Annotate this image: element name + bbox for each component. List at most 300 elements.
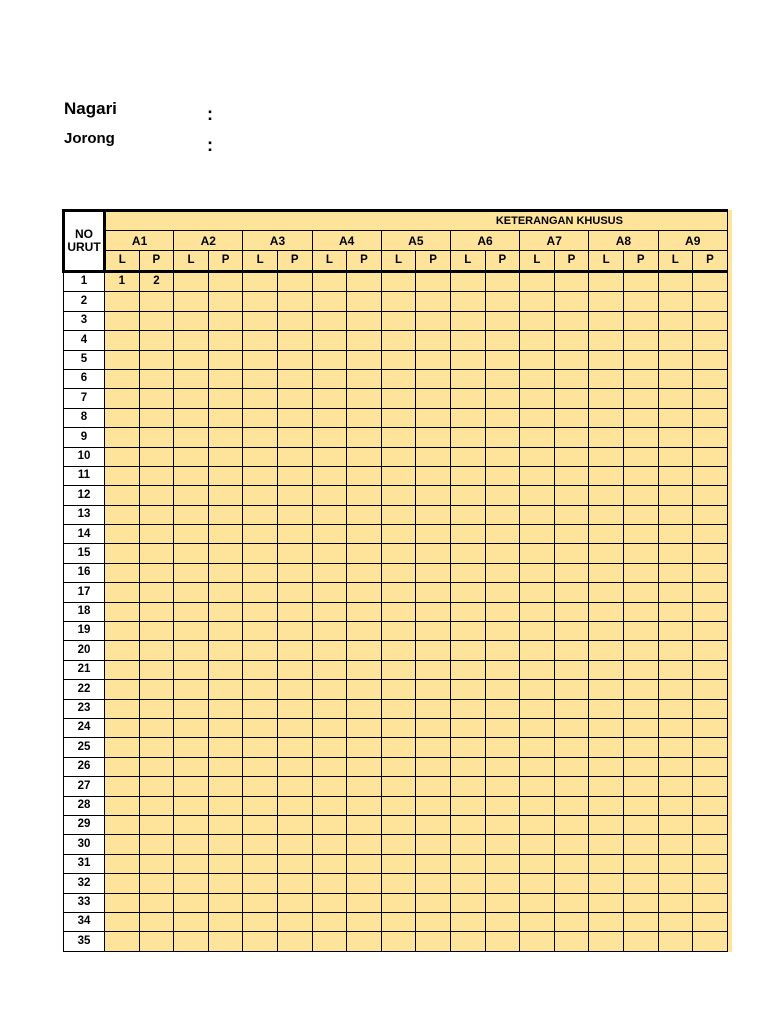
data-cell[interactable] (105, 505, 140, 524)
data-cell[interactable] (105, 893, 140, 912)
data-cell[interactable] (277, 428, 312, 447)
data-cell[interactable] (381, 796, 416, 815)
data-cell[interactable] (520, 622, 555, 641)
data-cell[interactable] (312, 835, 347, 854)
data-cell[interactable] (658, 660, 693, 679)
data-cell[interactable] (381, 622, 416, 641)
data-cell[interactable] (520, 272, 555, 292)
data-cell[interactable] (174, 854, 209, 873)
data-cell[interactable] (693, 525, 728, 544)
data-cell[interactable] (105, 912, 140, 931)
data-cell[interactable] (485, 660, 520, 679)
data-cell[interactable] (450, 796, 485, 815)
data-cell[interactable] (139, 331, 174, 350)
data-cell[interactable] (693, 428, 728, 447)
data-cell[interactable] (658, 486, 693, 505)
data-cell[interactable] (243, 932, 278, 951)
data-cell[interactable] (520, 815, 555, 834)
data-cell[interactable] (693, 893, 728, 912)
data-cell[interactable] (312, 369, 347, 388)
data-cell[interactable] (450, 893, 485, 912)
data-cell[interactable] (554, 854, 589, 873)
data-cell[interactable] (416, 874, 451, 893)
data-cell[interactable] (623, 622, 658, 641)
data-cell[interactable] (450, 757, 485, 776)
data-cell[interactable] (554, 738, 589, 757)
data-cell[interactable] (450, 408, 485, 427)
data-cell[interactable]: 2 (139, 272, 174, 292)
data-cell[interactable] (658, 738, 693, 757)
data-cell[interactable] (554, 272, 589, 292)
data-cell[interactable] (623, 757, 658, 776)
data-cell[interactable] (139, 408, 174, 427)
data-cell[interactable] (312, 428, 347, 447)
data-cell[interactable] (243, 777, 278, 796)
data-cell[interactable] (589, 311, 624, 330)
data-cell[interactable] (693, 641, 728, 660)
data-cell[interactable] (312, 757, 347, 776)
data-cell[interactable] (139, 854, 174, 873)
data-cell[interactable] (312, 641, 347, 660)
data-cell[interactable] (693, 777, 728, 796)
data-cell[interactable] (520, 738, 555, 757)
data-cell[interactable] (554, 389, 589, 408)
data-cell[interactable] (589, 757, 624, 776)
data-cell[interactable] (693, 932, 728, 951)
data-cell[interactable] (174, 796, 209, 815)
data-cell[interactable] (277, 272, 312, 292)
data-cell[interactable] (105, 699, 140, 718)
data-cell[interactable] (658, 912, 693, 931)
data-cell[interactable] (105, 680, 140, 699)
data-cell[interactable] (381, 563, 416, 582)
data-cell[interactable] (105, 777, 140, 796)
data-cell[interactable] (277, 738, 312, 757)
data-cell[interactable] (693, 272, 728, 292)
data-cell[interactable] (520, 718, 555, 737)
data-cell[interactable] (243, 622, 278, 641)
data-cell[interactable] (485, 641, 520, 660)
data-cell[interactable] (520, 796, 555, 815)
data-cell[interactable] (554, 641, 589, 660)
data-cell[interactable] (416, 835, 451, 854)
data-cell[interactable] (520, 583, 555, 602)
data-cell[interactable] (589, 505, 624, 524)
data-cell[interactable] (105, 796, 140, 815)
data-cell[interactable] (139, 777, 174, 796)
data-cell[interactable] (277, 563, 312, 582)
data-cell[interactable] (139, 292, 174, 311)
data-cell[interactable] (450, 447, 485, 466)
data-cell[interactable] (554, 777, 589, 796)
data-cell[interactable] (589, 835, 624, 854)
data-cell[interactable] (554, 331, 589, 350)
data-cell[interactable] (589, 408, 624, 427)
data-cell[interactable] (450, 932, 485, 951)
data-cell[interactable] (208, 680, 243, 699)
data-cell[interactable] (485, 583, 520, 602)
data-cell[interactable] (381, 874, 416, 893)
data-cell[interactable] (381, 641, 416, 660)
data-cell[interactable] (381, 602, 416, 621)
data-cell[interactable] (693, 350, 728, 369)
data-cell[interactable] (623, 525, 658, 544)
data-cell[interactable] (381, 835, 416, 854)
data-cell[interactable] (658, 796, 693, 815)
data-cell[interactable] (693, 505, 728, 524)
data-cell[interactable] (693, 854, 728, 873)
data-cell[interactable] (347, 486, 382, 505)
data-cell[interactable] (658, 544, 693, 563)
data-cell[interactable] (105, 292, 140, 311)
data-cell[interactable] (208, 893, 243, 912)
data-cell[interactable] (658, 835, 693, 854)
data-cell[interactable] (312, 777, 347, 796)
data-cell[interactable] (416, 680, 451, 699)
data-cell[interactable] (105, 428, 140, 447)
data-cell[interactable] (658, 932, 693, 951)
data-cell[interactable] (623, 408, 658, 427)
data-cell[interactable] (554, 544, 589, 563)
data-cell[interactable] (174, 874, 209, 893)
data-cell[interactable] (208, 835, 243, 854)
data-cell[interactable] (693, 622, 728, 641)
data-cell[interactable] (589, 350, 624, 369)
data-cell[interactable] (174, 389, 209, 408)
data-cell[interactable] (381, 428, 416, 447)
data-cell[interactable] (243, 525, 278, 544)
data-cell[interactable] (174, 350, 209, 369)
data-cell[interactable] (589, 699, 624, 718)
data-cell[interactable] (277, 311, 312, 330)
data-cell[interactable] (347, 408, 382, 427)
data-cell[interactable] (450, 331, 485, 350)
data-cell[interactable] (347, 932, 382, 951)
data-cell[interactable] (589, 292, 624, 311)
data-cell[interactable] (139, 311, 174, 330)
data-cell[interactable] (485, 292, 520, 311)
data-cell[interactable] (139, 641, 174, 660)
data-cell[interactable] (208, 389, 243, 408)
data-cell[interactable] (347, 331, 382, 350)
data-cell[interactable] (347, 389, 382, 408)
data-cell[interactable] (277, 525, 312, 544)
data-cell[interactable] (277, 912, 312, 931)
data-cell[interactable] (416, 486, 451, 505)
data-cell[interactable] (658, 874, 693, 893)
data-cell[interactable] (347, 350, 382, 369)
data-cell[interactable] (381, 738, 416, 757)
data-cell[interactable] (693, 912, 728, 931)
data-cell[interactable] (312, 505, 347, 524)
data-cell[interactable] (554, 912, 589, 931)
data-cell[interactable] (381, 815, 416, 834)
data-cell[interactable] (658, 757, 693, 776)
data-cell[interactable] (416, 854, 451, 873)
data-cell[interactable] (243, 466, 278, 485)
data-cell[interactable] (589, 622, 624, 641)
data-cell[interactable] (520, 680, 555, 699)
data-cell[interactable] (347, 428, 382, 447)
data-cell[interactable] (208, 369, 243, 388)
data-cell[interactable] (416, 369, 451, 388)
data-cell[interactable] (174, 583, 209, 602)
data-cell[interactable] (347, 602, 382, 621)
data-cell[interactable] (554, 622, 589, 641)
data-cell[interactable] (485, 777, 520, 796)
data-cell[interactable] (277, 835, 312, 854)
data-cell[interactable] (416, 738, 451, 757)
data-cell[interactable] (139, 718, 174, 737)
data-cell[interactable] (693, 583, 728, 602)
data-cell[interactable] (485, 815, 520, 834)
data-cell[interactable] (416, 602, 451, 621)
data-cell[interactable] (347, 796, 382, 815)
data-cell[interactable] (139, 699, 174, 718)
data-cell[interactable] (174, 466, 209, 485)
data-cell[interactable] (105, 389, 140, 408)
data-cell[interactable] (243, 641, 278, 660)
data-cell[interactable] (381, 777, 416, 796)
data-cell[interactable] (520, 331, 555, 350)
data-cell[interactable] (416, 777, 451, 796)
data-cell[interactable] (243, 757, 278, 776)
data-cell[interactable] (312, 311, 347, 330)
data-cell[interactable] (312, 699, 347, 718)
data-cell[interactable] (312, 525, 347, 544)
data-cell[interactable] (277, 292, 312, 311)
data-cell[interactable] (520, 505, 555, 524)
data-cell[interactable] (485, 389, 520, 408)
data-cell[interactable] (589, 466, 624, 485)
data-cell[interactable] (520, 525, 555, 544)
data-cell[interactable] (139, 525, 174, 544)
data-cell[interactable] (105, 486, 140, 505)
data-cell[interactable] (208, 777, 243, 796)
data-cell[interactable] (277, 369, 312, 388)
data-cell[interactable] (139, 680, 174, 699)
data-cell[interactable] (208, 525, 243, 544)
data-cell[interactable] (658, 369, 693, 388)
data-cell[interactable] (277, 350, 312, 369)
data-cell[interactable] (347, 272, 382, 292)
data-cell[interactable] (174, 912, 209, 931)
data-cell[interactable] (450, 292, 485, 311)
data-cell[interactable] (347, 893, 382, 912)
data-cell[interactable] (139, 583, 174, 602)
data-cell[interactable] (312, 544, 347, 563)
data-cell[interactable] (243, 718, 278, 737)
data-cell[interactable] (174, 311, 209, 330)
data-cell[interactable] (416, 428, 451, 447)
data-cell[interactable] (174, 932, 209, 951)
data-cell[interactable] (105, 525, 140, 544)
data-cell[interactable] (347, 466, 382, 485)
data-cell[interactable] (554, 699, 589, 718)
data-cell[interactable] (485, 718, 520, 737)
data-cell[interactable] (623, 680, 658, 699)
data-cell[interactable] (312, 815, 347, 834)
data-cell[interactable] (623, 505, 658, 524)
data-cell[interactable] (658, 815, 693, 834)
data-cell[interactable] (623, 796, 658, 815)
data-cell[interactable] (174, 622, 209, 641)
data-cell[interactable] (658, 563, 693, 582)
data-cell[interactable] (347, 699, 382, 718)
data-cell[interactable] (312, 292, 347, 311)
data-cell[interactable] (243, 874, 278, 893)
data-cell[interactable] (174, 777, 209, 796)
data-cell[interactable] (416, 563, 451, 582)
data-cell[interactable] (623, 428, 658, 447)
data-cell[interactable] (450, 622, 485, 641)
data-cell[interactable] (485, 874, 520, 893)
data-cell[interactable] (243, 428, 278, 447)
data-cell[interactable] (174, 428, 209, 447)
data-cell[interactable] (589, 815, 624, 834)
data-cell[interactable] (658, 428, 693, 447)
data-cell[interactable] (381, 486, 416, 505)
data-cell[interactable] (208, 699, 243, 718)
data-cell[interactable] (520, 292, 555, 311)
data-cell[interactable] (623, 486, 658, 505)
data-cell[interactable] (208, 486, 243, 505)
data-cell[interactable] (520, 835, 555, 854)
data-cell[interactable] (174, 369, 209, 388)
data-cell[interactable] (520, 757, 555, 776)
data-cell[interactable] (485, 331, 520, 350)
data-cell[interactable] (243, 311, 278, 330)
data-cell[interactable] (243, 563, 278, 582)
data-cell[interactable] (139, 893, 174, 912)
data-cell[interactable] (623, 447, 658, 466)
data-cell[interactable] (208, 718, 243, 737)
data-cell[interactable] (485, 486, 520, 505)
data-cell[interactable] (243, 389, 278, 408)
data-cell[interactable] (208, 272, 243, 292)
data-cell[interactable] (312, 350, 347, 369)
data-cell[interactable] (105, 641, 140, 660)
data-cell[interactable] (139, 835, 174, 854)
data-cell[interactable] (347, 563, 382, 582)
data-cell[interactable] (105, 718, 140, 737)
data-cell[interactable] (277, 680, 312, 699)
data-cell[interactable] (623, 718, 658, 737)
data-cell[interactable] (277, 815, 312, 834)
data-cell[interactable] (243, 486, 278, 505)
data-cell[interactable] (139, 622, 174, 641)
data-cell[interactable] (450, 835, 485, 854)
data-cell[interactable] (450, 699, 485, 718)
data-cell[interactable] (347, 660, 382, 679)
data-cell[interactable] (623, 699, 658, 718)
data-cell[interactable] (485, 680, 520, 699)
data-cell[interactable] (243, 893, 278, 912)
data-cell[interactable] (347, 583, 382, 602)
data-cell[interactable] (347, 311, 382, 330)
data-cell[interactable] (347, 815, 382, 834)
data-cell[interactable] (208, 311, 243, 330)
data-cell[interactable] (243, 796, 278, 815)
data-cell[interactable] (658, 292, 693, 311)
data-cell[interactable] (139, 428, 174, 447)
data-cell[interactable] (243, 272, 278, 292)
data-cell[interactable] (623, 641, 658, 660)
data-cell[interactable] (485, 428, 520, 447)
data-cell[interactable] (139, 350, 174, 369)
data-cell[interactable] (485, 893, 520, 912)
data-cell[interactable] (589, 641, 624, 660)
data-cell[interactable] (208, 932, 243, 951)
data-cell[interactable] (416, 505, 451, 524)
data-cell[interactable] (450, 874, 485, 893)
data-cell[interactable] (208, 874, 243, 893)
data-cell[interactable] (277, 932, 312, 951)
data-cell[interactable] (589, 718, 624, 737)
data-cell[interactable] (554, 408, 589, 427)
data-cell[interactable] (485, 408, 520, 427)
data-cell[interactable] (554, 835, 589, 854)
data-cell[interactable] (312, 408, 347, 427)
data-cell[interactable] (450, 466, 485, 485)
data-cell[interactable] (381, 544, 416, 563)
data-cell[interactable] (450, 583, 485, 602)
data-cell[interactable] (277, 602, 312, 621)
data-cell[interactable] (589, 369, 624, 388)
data-cell[interactable] (174, 447, 209, 466)
data-cell[interactable] (554, 796, 589, 815)
data-cell[interactable] (658, 699, 693, 718)
data-cell[interactable] (485, 854, 520, 873)
data-cell[interactable] (208, 505, 243, 524)
data-cell[interactable] (554, 815, 589, 834)
data-cell[interactable] (623, 912, 658, 931)
data-cell[interactable] (243, 583, 278, 602)
data-cell[interactable] (312, 874, 347, 893)
data-cell[interactable] (554, 525, 589, 544)
data-cell[interactable] (450, 272, 485, 292)
data-cell[interactable] (693, 563, 728, 582)
data-cell[interactable] (243, 544, 278, 563)
data-cell[interactable] (554, 350, 589, 369)
data-cell[interactable] (312, 893, 347, 912)
data-cell[interactable] (623, 660, 658, 679)
data-cell[interactable] (658, 272, 693, 292)
data-cell[interactable] (485, 563, 520, 582)
data-cell[interactable] (381, 369, 416, 388)
data-cell[interactable] (208, 331, 243, 350)
data-cell[interactable] (243, 912, 278, 931)
data-cell[interactable] (520, 641, 555, 660)
data-cell[interactable] (416, 912, 451, 931)
data-cell[interactable] (416, 544, 451, 563)
data-cell[interactable] (243, 738, 278, 757)
data-cell[interactable] (554, 466, 589, 485)
data-cell[interactable] (658, 602, 693, 621)
data-cell[interactable] (381, 350, 416, 369)
data-cell[interactable] (623, 311, 658, 330)
data-cell[interactable] (105, 369, 140, 388)
data-cell[interactable] (381, 525, 416, 544)
data-cell[interactable] (623, 893, 658, 912)
data-cell[interactable] (139, 815, 174, 834)
data-cell[interactable] (208, 660, 243, 679)
data-cell[interactable] (554, 563, 589, 582)
data-cell[interactable] (105, 408, 140, 427)
data-cell[interactable] (174, 738, 209, 757)
data-cell[interactable] (623, 777, 658, 796)
data-cell[interactable] (243, 854, 278, 873)
